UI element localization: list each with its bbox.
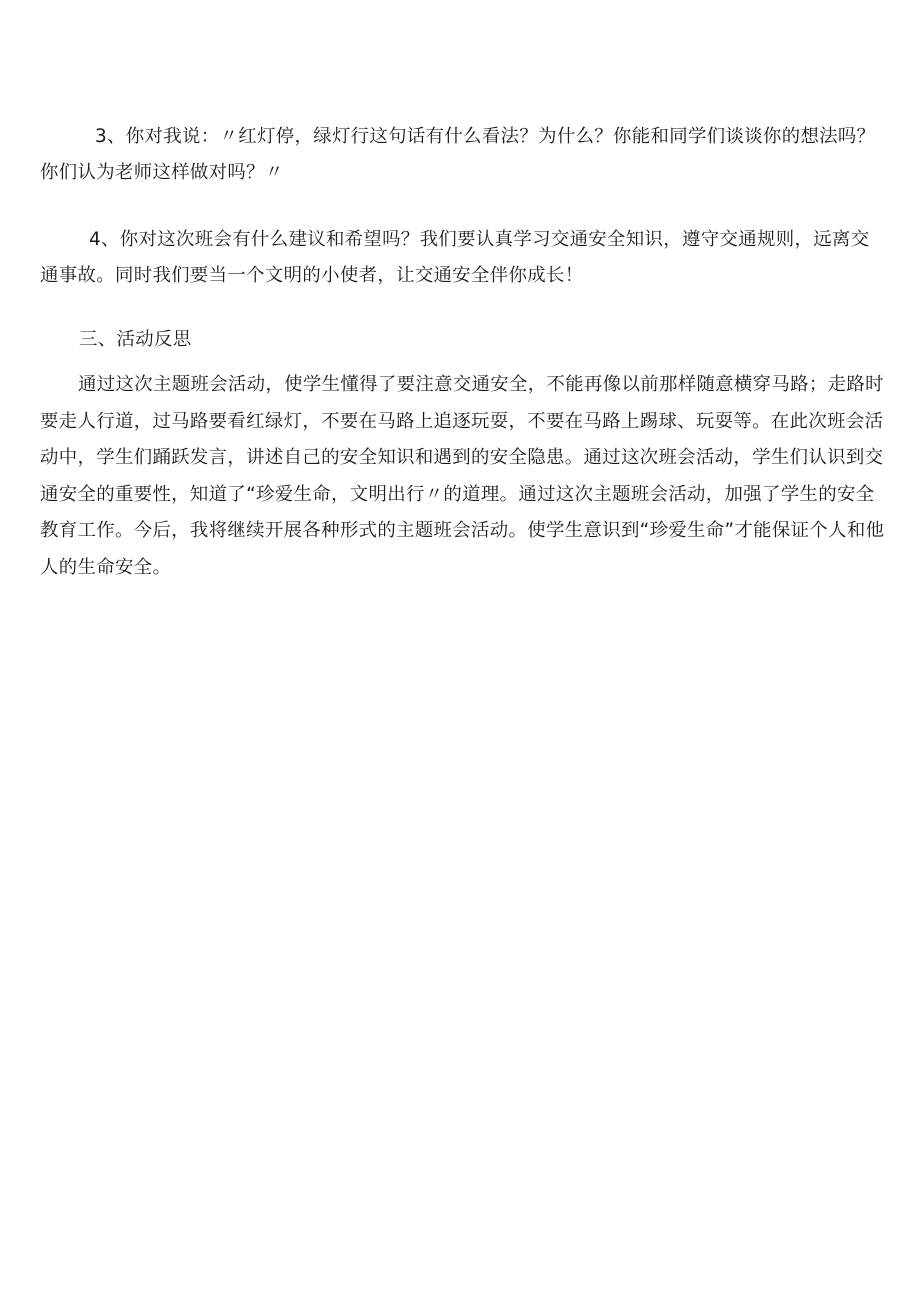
- question-3-paragraph: 3、你对我说：〃红灯停，绿灯行这句话有什么看法？为什么？你能和同学们谈谈你的想法吗？你们认为老师这样做对吗？〃: [40, 126, 876, 183]
- reflection-paragraph: 通过这次主题班会活动，使学生懂得了要注意交通安全，不能再像以前那样随意横穿马路；走路时要走人行道，过马路要看红绿灯，不要在马路上追逐玩耍，不要在马路上踢球、玩耍等。在此次班会活动中，学生们踊跃发言，讲述自己的安全知识和遇到的安全隐患。通过这次班会活动，学生们认识到交通安全的重要性，知道了“珍爱生命，文明出行〃的道理。通过这次主题班会活动，加强了学生的安全教育工作。今后，我将继续开展各种形式的主题班会活动。使学生意识到“珍爱生命”才能保证个人和他人的生命安全。: [40, 374, 885, 578]
- section-heading-reflection: 三、活动反思: [79, 329, 192, 350]
- question-4-paragraph: 4、你对这次班会有什么建议和希望吗？我们要认真学习交通安全知识，遵守交通规则，远离交通事故。同时我们要当一个文明的小使者，让交通安全伴你成长！: [40, 229, 870, 286]
